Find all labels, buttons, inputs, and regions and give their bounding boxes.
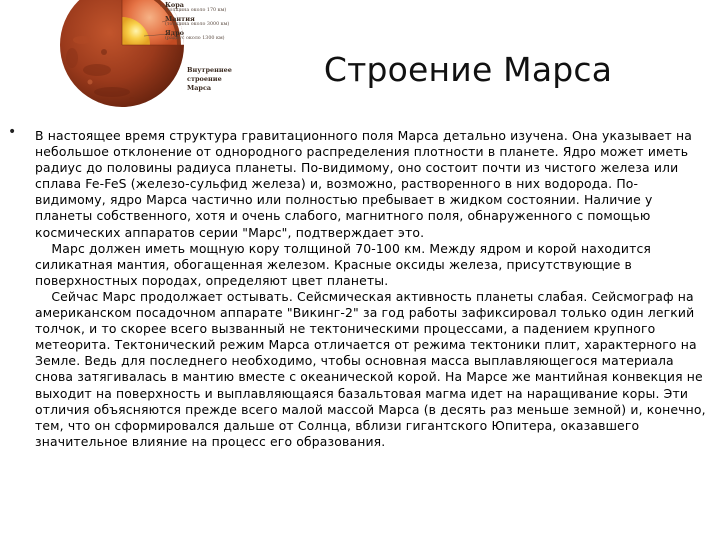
structure-caption: Внутреннее строение Марса (187, 66, 232, 92)
core-note-label: (радиус около 1300 км) (165, 36, 225, 41)
mantle-label: Мантия (165, 15, 195, 23)
core-label: Ядро (165, 29, 184, 37)
paragraph-gravity-core: В настоящее время структура гравитационного поля Марса детально изучена. Она указывает на небольшое отклонение от однородного распределения плотности в планете. Ядро может иметь радиус до половины радиуса планеты. По-видимому, оно состоит почти из чистого железа или сплава Fe-FeS (железо-сульфид железа) и, возможно, растворенного в них водорода. По-видимому, ядро Марса частично или полностью пребывает в жидком состоянии. Наличие у планеты собственного, хотя и очень слабого, магнитного поля, обнаруженного с помощью космических аппаратов серии "Марс", подтверждает это. (35, 128, 697, 240)
mars-cutaway-graphic (52, 0, 237, 125)
slide-body (35, 128, 710, 450)
crust-label: Кора (165, 1, 185, 9)
mantle-note-label: (толщина около 3000 км) (165, 22, 230, 27)
bullet-marker: • (8, 124, 17, 140)
mars-structure-illustration (52, 0, 237, 125)
paragraph-seismic-tectonics: Сейчас Марс продолжает остывать. Сейсмическая активность планеты слабая. Сейсмограф на американском посадочном аппарате "Викинг-2" за год работы зафиксировал только один легкий толчок, и то скорее всего вызванный не тектоническими процессами, а падением крупного метеорита. Тектонический режим Марса отличается от режима тектоники плит, характерного на Земле. Ведь для последнего необходимо, чтобы основная масса выплавляющегося материала снова затягивалась в мантию вместе с океанической корой. На Марсе же мантийная конвекция не выходит на поверхность и выплавляющаяся базальтовая магма идет на наращивание коры. Эти отличия объясняются прежде всего малой массой Марса (в десять раз меньше земной) и, конечно, тем, что он сформировался дальше от Солнца, вблизи гигантского Юпитера, оказавшего значительное влияние на процесс его образования. (35, 288, 710, 449)
slide-title: Строение Марса (323, 50, 613, 89)
paragraph-crust-mantle: Марс должен иметь мощную кору толщиной 70-100 км. Между ядром и корой находится силикатная мантия, обогащенная железом. Красные оксиды железа, присутствующие в поверхностных породах, определяют цвет планеты. (35, 240, 656, 288)
crust-note-label: (толщина около 170 км) (165, 8, 227, 13)
